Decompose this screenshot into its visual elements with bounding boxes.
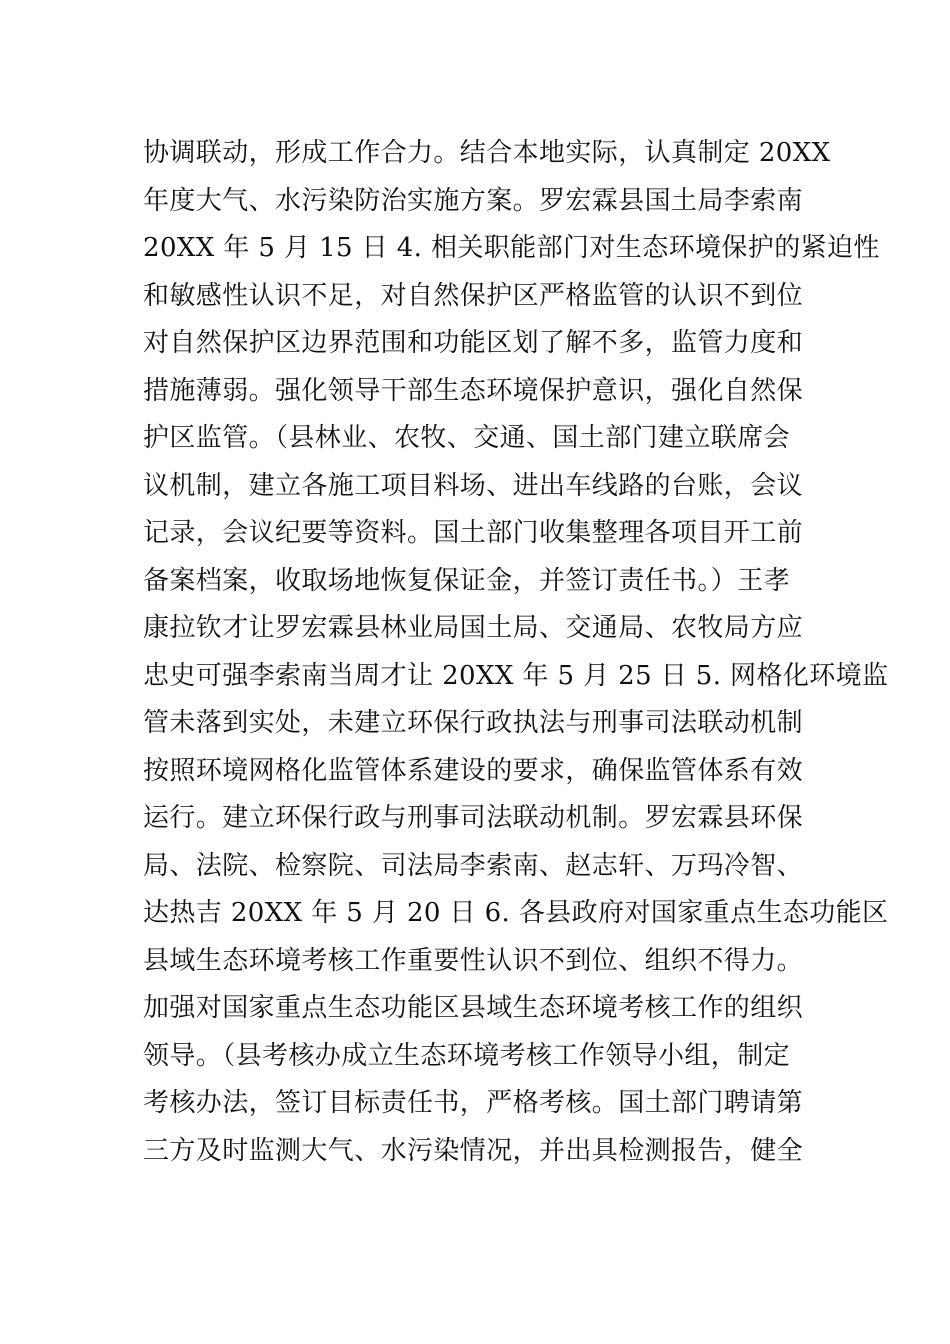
text-line: 领导。（县考核办成立生态环境考核工作领导小组，制定 xyxy=(143,1040,791,1071)
text-line: 年度大气、水污染防治实施方案。罗宏霖县国土局李索南 xyxy=(143,185,804,216)
text-line: 议机制，建立各施工项目料场、进出车线路的台账，会议 xyxy=(143,470,804,501)
text-line: 达热吉 20XX 年 5 月 20 日 6. 各县政府对国家重点生态功能区 xyxy=(143,898,889,928)
text-line: 管未落到实处，未建立环保行政执法与刑事司法联动机制 xyxy=(143,708,804,738)
text-line: 20XX 年 5 月 15 日 4. 相关职能部门对生态环境保护的紧迫性 xyxy=(143,233,880,263)
text-line: 忠史可强李索南当周才让 20XX 年 5 月 25 日 5. 网格化环境监 xyxy=(143,660,889,691)
text-line: 县域生态环境考核工作重要性认识不到位、组织不得力。 xyxy=(143,945,804,976)
text-line: 和敏感性认识不足，对自然保护区严格监管的认识不到位 xyxy=(143,280,804,311)
text-line: 备案档案，收取场地恢复保证金，并签订责任书。）王孝 xyxy=(143,565,791,596)
text-line: 局、法院、检察院、司法局李索南、赵志轩、万玛冷智、 xyxy=(143,850,804,881)
text-line: 考核办法，签订目标责任书，严格考核。国土部门聘请第 xyxy=(143,1088,804,1118)
text-line: 记录，会议纪要等资料。国土部门收集整理各项目开工前 xyxy=(143,518,804,548)
body-text xyxy=(143,130,889,1175)
text-line: 三方及时监测大气、水污染情况，并出具检测报告，健全 xyxy=(143,1135,804,1166)
text-line: 协调联动，形成工作合力。结合本地实际，认真制定 20XX xyxy=(143,138,831,168)
text-line: 康拉钦才让罗宏霖县林业局国土局、交通局、农牧局方应 xyxy=(143,613,804,643)
text-line: 运行。建立环保行政与刑事司法联动机制。罗宏霖县环保 xyxy=(143,803,804,833)
text-line: 措施薄弱。强化领导干部生态环境保护意识，强化自然保 xyxy=(143,375,804,406)
text-line: 按照环境网格化监管体系建设的要求，确保监管体系有效 xyxy=(143,755,804,786)
text-line: 对自然保护区边界范围和功能区划了解不多，监管力度和 xyxy=(143,328,804,358)
text-line: 加强对国家重点生态功能区县域生态环境考核工作的组织 xyxy=(143,993,804,1023)
text-line: 护区监管。（县林业、农牧、交通、国土部门建立联席会 xyxy=(143,423,791,453)
